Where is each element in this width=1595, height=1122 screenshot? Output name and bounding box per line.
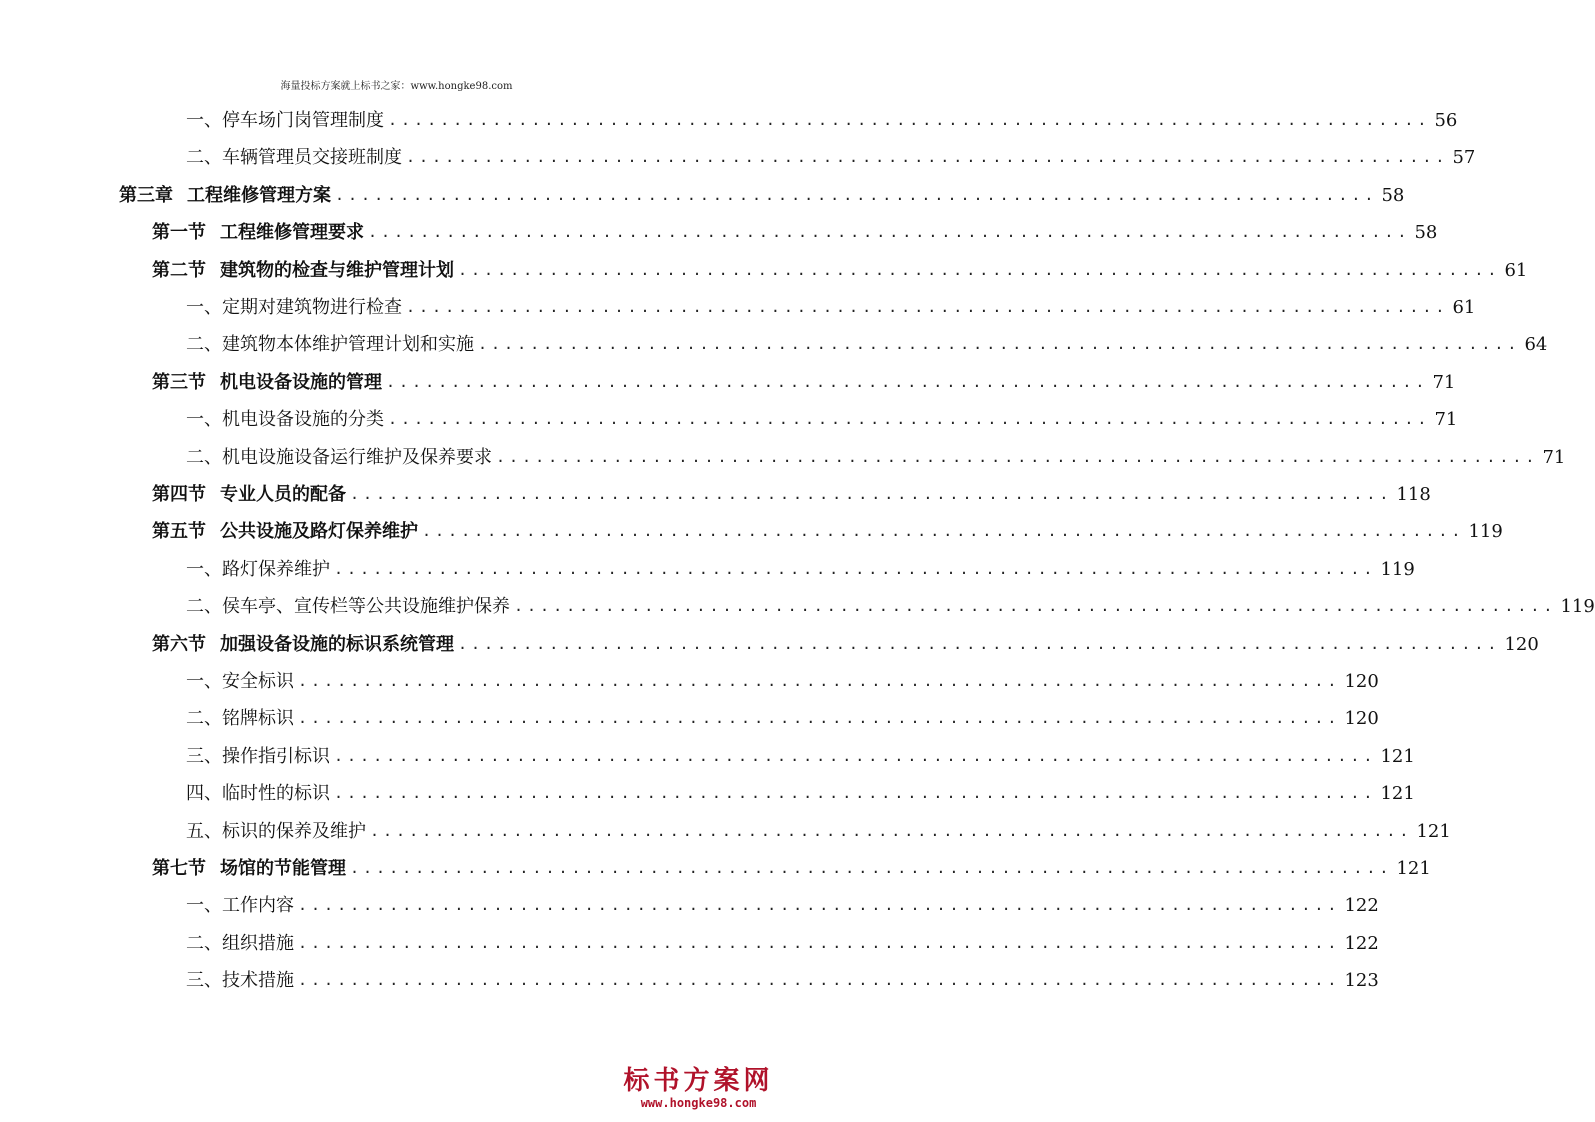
toc-entry-title: 机电设施设备运行维护及保养要求 xyxy=(222,446,492,468)
toc-entry-number: 第六节 xyxy=(152,633,206,655)
toc-leader-dots: ................................................................................ xyxy=(368,223,1411,242)
toc-entry-title: 机电设备设施的分类 xyxy=(222,409,384,431)
toc-entry-number: 二、 xyxy=(186,446,222,468)
toc-entry-number: 一、 xyxy=(186,110,222,131)
toc-entry[interactable] xyxy=(119,177,1405,214)
toc-entry[interactable] xyxy=(186,588,1595,625)
toc-entry-label xyxy=(186,102,384,139)
toc-entry-page: 122 xyxy=(1344,932,1379,954)
toc-entry-label xyxy=(152,476,346,513)
toc-leader-dots: ................................................................................ xyxy=(298,896,1341,915)
toc-entry-label xyxy=(186,326,474,363)
toc-entry[interactable] xyxy=(186,663,1379,700)
toc-entry-number: 第四节 xyxy=(152,484,206,505)
toc-entry-title: 场馆的节能管理 xyxy=(220,858,346,879)
toc-leader-dots: ................................................................................ xyxy=(334,559,1377,578)
toc-entry-page: 56 xyxy=(1434,110,1458,131)
toc-entry-number: 三、 xyxy=(186,745,222,767)
toc-entry-page: 64 xyxy=(1524,334,1548,356)
toc-entry-number: 第七节 xyxy=(152,858,206,879)
toc-entry-title: 技术措施 xyxy=(222,970,294,992)
toc-entry-number: 二、 xyxy=(186,147,222,169)
toc-entry[interactable] xyxy=(152,626,1539,663)
toc-entry-title: 操作指引标识 xyxy=(222,745,330,767)
toc-leader-dots: ................................................................................ xyxy=(386,372,1429,391)
toc-entry-number: 第三章 xyxy=(119,184,173,206)
toc-entry-label xyxy=(186,401,384,438)
toc-entry-page: 120 xyxy=(1344,708,1379,730)
watermark-logo xyxy=(616,1066,781,1110)
watermark-title: 标书方案网 xyxy=(623,1066,774,1096)
toc-entry-page: 121 xyxy=(1380,783,1415,805)
toc-entry-title: 组织措施 xyxy=(222,932,294,954)
toc-leader-dots: ................................................................................ xyxy=(388,111,1431,129)
toc-entry-number: 一、 xyxy=(186,297,222,318)
toc-entry-label xyxy=(119,177,331,214)
toc-entry[interactable] xyxy=(186,439,1566,476)
toc-entry[interactable] xyxy=(152,214,1438,251)
toc-entry[interactable] xyxy=(186,102,1458,139)
toc-leader-dots: ................................................................................ xyxy=(406,298,1449,316)
toc-entry[interactable] xyxy=(186,401,1458,438)
toc-entry-title: 建筑物本体维护管理计划和实施 xyxy=(222,334,474,356)
toc-entry-label xyxy=(186,439,492,476)
toc-entry[interactable] xyxy=(152,252,1528,289)
toc-entry-page: 71 xyxy=(1542,446,1566,468)
toc-entry-label xyxy=(152,626,454,663)
toc-leader-dots: ................................................................................ xyxy=(388,410,1431,429)
toc-entry-title: 停车场门岗管理制度 xyxy=(222,110,384,131)
toc-entry[interactable] xyxy=(186,775,1415,812)
watermark-url: www.hongke98.com xyxy=(640,1096,757,1110)
toc-entry-label xyxy=(186,887,294,924)
toc-entry[interactable] xyxy=(186,925,1379,962)
toc-entry-page: 118 xyxy=(1396,484,1431,505)
toc-entry-label xyxy=(186,775,330,812)
toc-entry-number: 第三节 xyxy=(152,371,206,393)
toc-leader-dots: ................................................................................ xyxy=(458,260,1501,279)
toc-entry[interactable] xyxy=(152,850,1431,887)
toc-entry-label xyxy=(186,738,330,775)
page-header: 海量投标方案就上标书之家：www.hongke98.com xyxy=(280,81,513,92)
toc-entry-label xyxy=(152,214,364,251)
toc-leader-dots: ................................................................................ xyxy=(514,597,1557,616)
toc-entry-page: 121 xyxy=(1416,820,1451,842)
toc-entry-label xyxy=(186,663,294,700)
toc-entry-page: 122 xyxy=(1344,895,1379,917)
toc-entry-label xyxy=(186,700,294,737)
toc-leader-dots: ................................................................................ xyxy=(370,821,1413,840)
toc-entry-page: 61 xyxy=(1452,297,1476,318)
toc-entry-title: 工程维修管理要求 xyxy=(220,222,364,244)
toc-entry-title: 定期对建筑物进行检查 xyxy=(222,297,402,318)
toc-entry-number: 一、 xyxy=(186,558,222,580)
toc-entry[interactable] xyxy=(186,289,1476,326)
toc-entry-number: 一、 xyxy=(186,671,222,692)
toc-entry-title: 车辆管理员交接班制度 xyxy=(222,147,402,169)
toc-entry-page: 57 xyxy=(1452,147,1476,169)
toc-entry-label xyxy=(186,962,294,999)
toc-entry[interactable] xyxy=(186,700,1379,737)
toc-entry[interactable] xyxy=(186,326,1548,363)
toc-entry-page: 71 xyxy=(1432,371,1456,393)
toc-entry[interactable] xyxy=(186,887,1379,924)
toc-entry-title: 临时性的标识 xyxy=(222,783,330,805)
toc-entry[interactable] xyxy=(152,513,1503,550)
toc-entry-page: 71 xyxy=(1434,409,1458,431)
toc-leader-dots: ................................................................................ xyxy=(334,784,1377,803)
toc-entry-number: 一、 xyxy=(186,409,222,431)
toc-entry-number: 三、 xyxy=(186,970,222,992)
toc-entry-title: 工程维修管理方案 xyxy=(187,184,331,206)
toc-entry-page: 120 xyxy=(1344,671,1379,692)
toc-entry-number: 二、 xyxy=(186,708,222,730)
toc-entry[interactable] xyxy=(186,139,1476,176)
toc-entry-title: 工作内容 xyxy=(222,895,294,917)
toc-entry-page: 61 xyxy=(1504,259,1528,281)
toc-leader-dots: ................................................................................ xyxy=(406,148,1449,167)
toc-entry-title: 专业人员的配备 xyxy=(220,484,346,505)
toc-entry-page: 119 xyxy=(1560,596,1595,618)
toc-entry-label xyxy=(152,252,454,289)
toc-entry-number: 二、 xyxy=(186,932,222,954)
toc-entry-number: 第二节 xyxy=(152,259,206,281)
toc-entry-label xyxy=(186,588,510,625)
toc-entry-number: 第一节 xyxy=(152,222,206,244)
toc-entry-label xyxy=(152,513,418,550)
toc-leader-dots: ................................................................................ xyxy=(422,522,1465,541)
toc-entry[interactable] xyxy=(186,962,1379,999)
toc-entry-title: 机电设备设施的管理 xyxy=(220,371,382,393)
toc-leader-dots: ................................................................................ xyxy=(350,485,1393,503)
toc-entry-page: 119 xyxy=(1380,558,1415,580)
toc-entry-title: 路灯保养维护 xyxy=(222,558,330,580)
toc-leader-dots: ................................................................................ xyxy=(334,746,1377,765)
toc-entry-title: 铭牌标识 xyxy=(222,708,294,730)
toc-entry-label xyxy=(152,850,346,887)
toc-leader-dots: ................................................................................ xyxy=(335,185,1378,204)
toc-leader-dots: ................................................................................ xyxy=(298,971,1341,990)
toc-entry-title: 标识的保养及维护 xyxy=(222,820,366,842)
toc-leader-dots: ................................................................................ xyxy=(298,672,1341,690)
toc-entry-page: 58 xyxy=(1414,222,1438,244)
toc-entry-number: 五、 xyxy=(186,820,222,842)
toc-entry-label xyxy=(186,925,294,962)
toc-entry-number: 一、 xyxy=(186,895,222,917)
toc-entry[interactable] xyxy=(152,364,1456,401)
toc-entry-title: 公共设施及路灯保养维护 xyxy=(220,521,418,543)
toc-entry-page: 119 xyxy=(1468,521,1503,543)
toc-entry-page: 121 xyxy=(1380,745,1415,767)
toc-entry[interactable] xyxy=(186,813,1451,850)
toc-entry-page: 123 xyxy=(1344,970,1379,992)
toc-entry-label xyxy=(186,551,330,588)
toc-leader-dots: ................................................................................ xyxy=(478,335,1521,354)
toc-entry-label xyxy=(186,139,402,176)
toc-entry[interactable] xyxy=(152,476,1431,513)
toc-entry-number: 二、 xyxy=(186,596,222,618)
toc-entry-page: 58 xyxy=(1381,184,1405,206)
toc-entry-number: 二、 xyxy=(186,334,222,356)
toc-entry-page: 120 xyxy=(1504,633,1539,655)
toc-entry-title: 建筑物的检查与维护管理计划 xyxy=(220,259,454,281)
toc-leader-dots: ................................................................................ xyxy=(298,709,1341,728)
toc-entry-title: 安全标识 xyxy=(222,671,294,692)
toc-leader-dots: ................................................................................ xyxy=(350,859,1393,877)
toc-entry-label xyxy=(186,289,402,326)
toc-leader-dots: ................................................................................ xyxy=(496,447,1539,466)
toc-leader-dots: ................................................................................ xyxy=(298,933,1341,952)
toc-entry-label xyxy=(152,364,382,401)
toc-entry-page: 121 xyxy=(1396,858,1431,879)
toc-leader-dots: ................................................................................ xyxy=(458,634,1501,653)
toc-entry[interactable] xyxy=(186,738,1415,775)
toc-entry-title: 侯车亭、宣传栏等公共设施维护保养 xyxy=(222,596,510,618)
toc-entry-label xyxy=(186,813,366,850)
toc-entry-number: 四、 xyxy=(186,783,222,805)
toc-entry[interactable] xyxy=(186,551,1415,588)
toc-entry-title: 加强设备设施的标识系统管理 xyxy=(220,633,454,655)
toc-entry-number: 第五节 xyxy=(152,521,206,543)
